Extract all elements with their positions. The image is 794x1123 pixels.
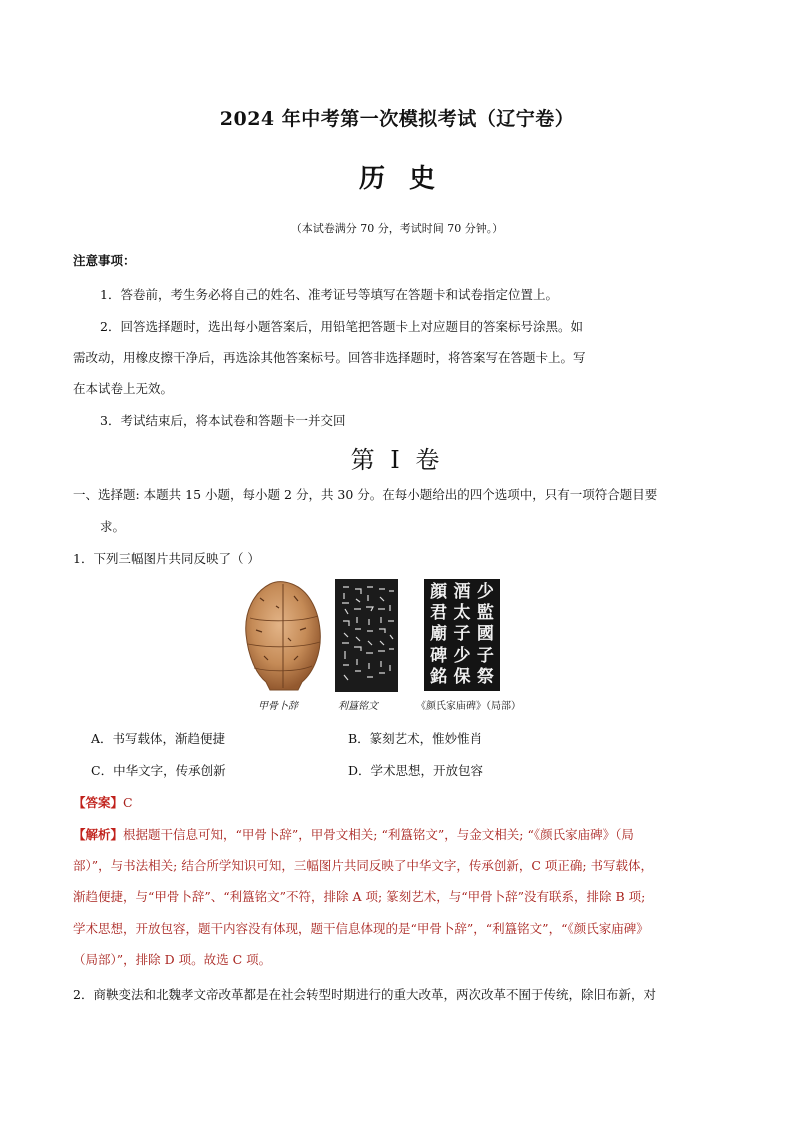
stele-char: 顔 <box>430 582 448 602</box>
stele-char: 國 <box>476 624 494 645</box>
stele-char: 太 <box>453 603 471 624</box>
question-2-stem: 2．商鞅变法和北魏孝文帝改革都是在社会转型时期进行的重大改革，两次改革不囿于传统，除旧布新，对 <box>73 987 656 1002</box>
answer-value: C <box>123 795 133 810</box>
answer-label: 【答案】 <box>73 795 124 810</box>
section-intro-cont: 求。 <box>100 519 126 534</box>
stele-char: 廟 <box>430 624 448 645</box>
ligui-inscription-image <box>335 579 398 692</box>
note-item: 在本试卷上无效。 <box>73 381 174 396</box>
analysis-text: 部）”，与书法相关; 结合所学知识可知，三幅图片共同反映了中华文字，传承创新，C 项正确; 书写载体， <box>73 858 654 873</box>
stele-char: 祭 <box>476 666 494 687</box>
note-item: 1．答卷前，考生务必将自己的姓名、准考证号等填写在答题卡和试卷指定位置上。 <box>100 287 558 302</box>
option-c: C．中华文字，传承创新 <box>91 763 226 778</box>
notes-heading: 注意事项： <box>73 253 136 268</box>
stele-char: 碑 <box>430 645 448 666</box>
oracle-bone-image <box>240 578 326 692</box>
analysis-text: 渐趋便捷，与“甲骨卜辞”、“利簋铭文”不符，排除 A 项; 篆刻艺术，与“甲骨卜辞”没有联系，排除 B 项; <box>73 889 646 904</box>
analysis-text: 根据题干信息可知，“甲骨卜辞”，甲骨文相关; “利簋铭文”，与金文相关; “《颜氏家庙碑》（局 <box>123 827 634 842</box>
stele-char: 酒 <box>453 582 471 602</box>
caption-ligui: 利簋铭文 <box>338 701 378 712</box>
caption-yan-stele: 《颜氏家庙碑》（局部） <box>416 701 521 712</box>
stele-char: 監 <box>476 603 494 624</box>
analysis-text: 学术思想，开放包容，题干内容没有体现，题干信息体现的是“甲骨卜辞”，“利簋铭文”，“《颜氏家庙碑》 <box>73 921 649 936</box>
analysis-label: 【解析】 <box>73 827 124 842</box>
subject-title: 历史 <box>358 164 459 194</box>
note-item: 需改动，用橡皮擦干净后，再选涂其他答案标号。回答非选择题时，将答案写在答题卡上。写 <box>73 350 586 365</box>
caption-oracle-bone: 甲骨卜辞 <box>258 701 298 712</box>
yan-stele-image <box>424 579 500 691</box>
stele-char: 少 <box>476 582 494 602</box>
stele-char: 君 <box>430 603 448 624</box>
analysis-text: （局部）”，排除 D 项。故选 C 项。 <box>73 952 272 967</box>
option-b: B．篆刻艺术，惟妙惟肖 <box>348 731 483 746</box>
question-1-stem: 1．下列三幅图片共同反映了（ ） <box>73 551 260 566</box>
volume-title: 第 I 卷 <box>350 446 444 474</box>
note-item: 3．考试结束后，将本试卷和答题卡一并交回 <box>100 413 346 428</box>
stele-char: 子 <box>453 624 471 645</box>
stele-char: 保 <box>453 666 471 687</box>
exam-info: （本试卷满分 70 分，考试时间 70 分钟。） <box>290 222 504 235</box>
note-item: 2．回答选择题时，选出每小题答案后，用铅笔把答题卡上对应题目的答案标号涂黑。如 <box>100 319 583 334</box>
option-a: A．书写载体，渐趋便捷 <box>91 731 226 746</box>
stele-char: 子 <box>476 645 494 666</box>
section-intro: 一、选择题: 本题共 15 小题，每小题 2 分，共 30 分。在每小题给出的四个选项中，只有一项符合题目要 <box>73 487 658 502</box>
stele-char: 銘 <box>430 666 448 687</box>
analysis-line <box>73 825 634 843</box>
option-d: D．学术思想，开放包容 <box>348 763 484 778</box>
stele-char: 少 <box>453 645 471 666</box>
answer-line <box>73 793 133 811</box>
exam-title: 2024 年中考第一次模拟考试（辽宁卷） <box>219 108 575 130</box>
